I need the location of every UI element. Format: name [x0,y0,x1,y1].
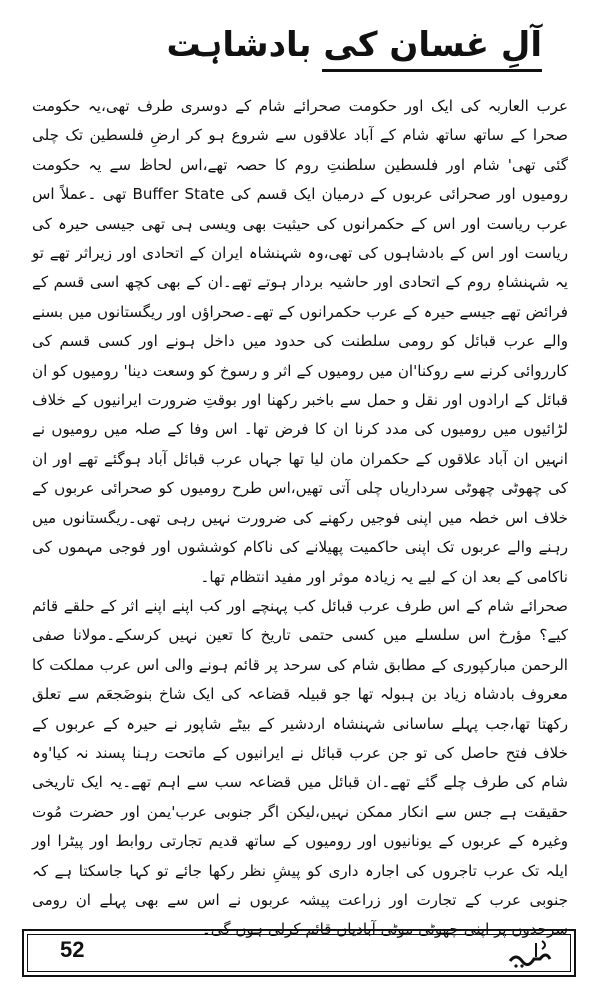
publisher-logo-icon [506,935,554,971]
paragraph-2: صحرائے شام کے اس طرف عرب قبائل کب پہنچے اور کب اپنے اپنے اثر کے حلقے قائم کیے؟ مؤرخ اس سلسلے میں کسی حتمی تاریخ کا تعین نہیں کرسکے۔مولانا صفی الرحمن مبارکپوری کے مطابق شام کی سرحد پر قائم ہونے والی اس عرب مملکت کا معروف بادشاہ زیاد بن ہبولہ تھا جو قبیلہ قضاعہ کی ایک شاخ بنوضَجعَم سے تعلق رکھتا تھا،جب پہلے ساسانی شہنشاہ اردشیر کے بیٹے شاپور نے حیرہ کے عربوں کے خلاف فتح حاصل کی تو جن عرب قبائل نے ایرانیوں کے ماتحت رہنا پسند نہ کیا'وہ شام کی طرف چلے گئے تھے۔ان قبائل میں قضاعہ سب سے اہم تھے۔یہ ایک تاریخی حقیقت ہے جس سے انکار ممکن نہیں،لیکن اگر جنوبی عرب'یمن اور حضرت مُوت وغیرہ کے عربوں کے یونانیوں اور رومیوں کے ساتھ قدیم تجارتی روابط اور پیٹرا اور ایلہ تک عرب تاجروں کی اجارہ داری کو پیشِ نظر رکھا جائے تو کہا جاسکتا ہے کہ جنوبی عرب کے تجارت اور زراعت پیشہ عربوں نے اس سے بھی پہلے ان رومی سرحدوں پر اپنی چھوٹی موٹی آبادیاں قائم کرلی ہوں گی۔ [32,596,568,939]
page-number: 52 [60,937,85,962]
heading-underline [322,69,542,72]
page-footer [22,929,576,977]
chapter-heading [166,22,542,72]
footer-frame [27,934,571,972]
chapter-title: آلِ غسان کی بادشاہت [166,25,542,65]
paragraph-1: عرب العاربہ کی ایک اور حکومت صحرائے شام کے دوسری طرف تھی،یہ حکومت صحرا کے ساتھ ساتھ شام کے آباد علاقوں سے شروع ہو کر ارضِ فلسطین تک چلی گئی تھی' شام اور فلسطین سلطنتِ روم کا حصہ تھے،اس لحاظ سے یہ حکومت رومیوں اور صحرائی عربوں کے درمیان ایک قسم کی Buffer State تھی ۔عملاً اس عرب ریاست اور اس کے حکمرانوں کی حیثیت بھی ویسی ہی تھی جیسی حیرہ کی ریاست اور اس کے بادشاہوں کی تھی،وہ شہنشاہ ایران کے اتحادی اور زیراثر تھے تو یہ شہنشاہِ روم کے اتحادی اور حاشیہ بردار ہوتے تھے۔ان کے بھی کچھ اسی قسم کے فرائض تھے جیسے حیرہ کے عرب حکمرانوں کے تھے۔صحراؤں اور ریگستانوں میں بسنے والے عرب قبائل کو رومی سلطنت کی حدود میں داخل ہونے اور کسی قسم کی کارروائی کرنے سے روکنا'ان میں رومیوں کے اثر و رسوخ کو وسعت دینا' رومیوں کو ان قبائل کے ارادوں اور نقل و حمل سے باخبر رکھنا اور بوقتِ ضرورت ایرانیوں کے خلاف لڑائیوں میں رومیوں کی مدد کرنا ان کا فرض تھا۔ اس وفا کے صلہ میں رومیوں نے انہیں ان آباد علاقوں کے حکمران مان لیا تھا جہاں عرب قبائل آباد ہوگئے تھے اور ان کی چھوٹی چھوٹی سرداریاں چلی آتی تھیں،اس طرح رومیوں کو صحرائی عربوں کے خلاف اس خطہ میں اپنی فوجیں رکھنے کی ضرورت نہیں رہی تھی۔ریگستانوں میں رہنے والے عربوں تک اپنی حاکمیت پھیلانے کی ناکام کوششوں اور فوجی مہموں کی ناکامی کے بعد ان کے لیے یہ زیادہ موثر اور مفید انتظام تھا۔ [32,97,569,586]
article-body [32,92,568,945]
